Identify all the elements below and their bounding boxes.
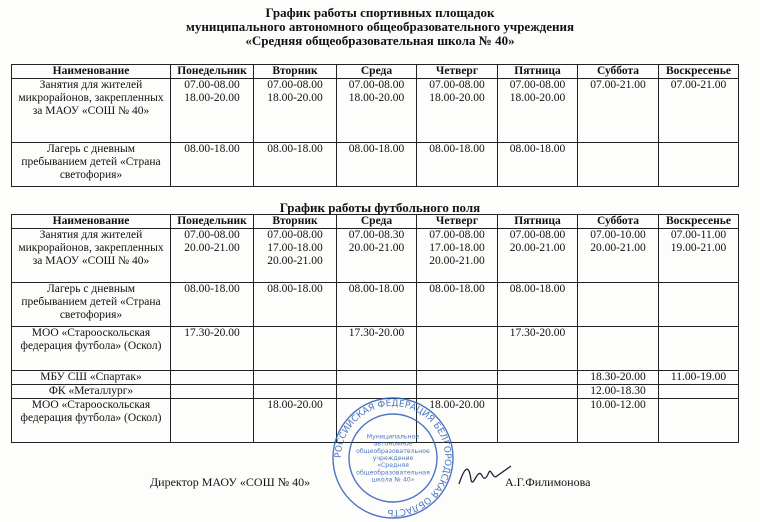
column-header: Четверг: [417, 65, 498, 79]
time-slot-cell: [659, 399, 739, 443]
time-slot-cell: 08.00-18.00: [171, 283, 254, 327]
seal-ring-text: РОССИЙСКАЯ ФЕДЕРАЦИЯ БЕЛГОРОДСКАЯ ОБЛАСТЬ: [333, 398, 453, 518]
activity-name-cell: МОО «Старооскольская федерация футбола» (Оскол): [12, 327, 171, 371]
time-slot-cell: [171, 371, 254, 385]
header-line-1: График работы спортивных площадок: [265, 5, 495, 20]
time-slot-cell: 07.00-21.00: [578, 79, 659, 143]
table-row: [12, 371, 739, 385]
table-header-row: [12, 65, 739, 79]
time-slot-cell: 07.00-08.00 17.00-18.00 20.00-21.00: [254, 229, 337, 283]
time-slot-cell: 08.00-18.00: [254, 283, 337, 327]
time-slot-cell: 07.00-08.00 18.00-20.00: [337, 79, 417, 143]
time-slot-cell: 08.00-18.00: [417, 143, 498, 187]
column-header: Среда: [337, 65, 417, 79]
activity-name-cell: МОО «Старооскольская федерация футбола» (Оскол): [12, 399, 171, 443]
activity-name-cell: МБУ СШ «Спартак»: [12, 371, 171, 385]
seal-center-line: автономное: [373, 440, 413, 448]
time-slot-cell: 07.00-10.00 20.00-21.00: [578, 229, 659, 283]
time-slot-cell: [578, 143, 659, 187]
time-slot-cell: 07.00-08.00 18.00-20.00: [171, 79, 254, 143]
seal-center-line: общеобразовательная: [356, 469, 430, 477]
seal-center-line: учреждение: [372, 455, 414, 462]
activity-name-cell: Лагерь с дневным пребыванием детей «Страна светофория»: [12, 143, 171, 187]
time-slot-cell: [254, 385, 337, 399]
time-slot-cell: 10.00-12.00: [578, 399, 659, 443]
document-header: [0, 6, 760, 48]
seal-center-line: «Средняя: [377, 462, 409, 470]
table-row: [12, 327, 739, 371]
activity-name-cell: Занятия для жителей микрорайонов, закрепленных за МАОУ «СОШ № 40»: [12, 79, 171, 143]
time-slot-cell: [498, 385, 578, 399]
time-slot-cell: 18.00-20.00: [254, 399, 337, 443]
time-slot-cell: 08.00-18.00: [417, 283, 498, 327]
time-slot-cell: [498, 399, 578, 443]
column-header: Понедельник: [171, 215, 254, 229]
table-header-row: [12, 215, 739, 229]
table-row: [12, 283, 739, 327]
time-slot-cell: [254, 327, 337, 371]
sports-grounds-schedule-table: [11, 64, 739, 187]
time-slot-cell: 08.00-18.00: [171, 143, 254, 187]
time-slot-cell: [659, 385, 739, 399]
table-row: [12, 79, 739, 143]
time-slot-cell: [659, 143, 739, 187]
time-slot-cell: 08.00-18.00: [254, 143, 337, 187]
column-header: Суббота: [578, 215, 659, 229]
activity-name-cell: ФК «Металлург»: [12, 385, 171, 399]
column-header: Пятница: [498, 65, 578, 79]
time-slot-cell: 07.00-08.00 18.00-20.00: [417, 79, 498, 143]
time-slot-cell: [254, 371, 337, 385]
time-slot-cell: 07.00-08.00 20.00-21.00: [498, 229, 578, 283]
time-slot-cell: [417, 371, 498, 385]
column-header: Вторник: [254, 65, 337, 79]
column-header: Пятница: [498, 215, 578, 229]
time-slot-cell: 12.00-18.30: [578, 385, 659, 399]
column-header: Воскресенье: [659, 65, 739, 79]
director-title: Директор МАОУ «СОШ № 40»: [150, 475, 311, 489]
time-slot-cell: 07.00-08.00 17.00-18.00 20.00-21.00: [417, 229, 498, 283]
time-slot-cell: 17.30-20.00: [498, 327, 578, 371]
table-row: [12, 143, 739, 187]
activity-name-cell: Лагерь с дневным пребыванием детей «Страна светофория»: [12, 283, 171, 327]
signer-name: А.Г.Филимонова: [505, 475, 591, 489]
time-slot-cell: [417, 327, 498, 371]
seal-center-line: общеобразовательное: [356, 447, 430, 455]
column-header: Суббота: [578, 65, 659, 79]
activity-name-cell: Занятия для жителей микрорайонов, закрепленных за МАОУ «СОШ № 40»: [12, 229, 171, 283]
time-slot-cell: [171, 399, 254, 443]
column-header: Наименование: [12, 65, 171, 79]
time-slot-cell: 07.00-08.00 18.00-20.00: [498, 79, 578, 143]
time-slot-cell: [659, 327, 739, 371]
time-slot-cell: 08.00-18.00: [337, 283, 417, 327]
column-header: Четверг: [417, 215, 498, 229]
table-row: [12, 229, 739, 283]
column-header: Понедельник: [171, 65, 254, 79]
time-slot-cell: 07.00-08.30 20.00-21.00: [337, 229, 417, 283]
time-slot-cell: 08.00-18.00: [498, 283, 578, 327]
time-slot-cell: 08.00-18.00: [337, 143, 417, 187]
time-slot-cell: 08.00-18.00: [498, 143, 578, 187]
time-slot-cell: 07.00-11.00 19.00-21.00: [659, 229, 739, 283]
time-slot-cell: 18.30-20.00: [578, 371, 659, 385]
seal-center-line: школа № 40»: [371, 476, 415, 484]
time-slot-cell: 17.30-20.00: [337, 327, 417, 371]
seal-center-line: Муниципальное: [366, 433, 420, 441]
column-header: Среда: [337, 215, 417, 229]
director-signature: [455, 460, 515, 490]
football-field-title: График работы футбольного поля: [279, 200, 481, 215]
time-slot-cell: [659, 283, 739, 327]
header-line-2: муниципального автономного общеобразовательного учреждения: [186, 19, 574, 34]
column-header: Воскресенье: [659, 215, 739, 229]
time-slot-cell: 11.00-19.00: [659, 371, 739, 385]
column-header: Наименование: [12, 215, 171, 229]
time-slot-cell: 17.30-20.00: [171, 327, 254, 371]
time-slot-cell: 07.00-21.00: [659, 79, 739, 143]
time-slot-cell: 18.00-20.00: [417, 399, 498, 443]
time-slot-cell: [578, 327, 659, 371]
column-header: Вторник: [254, 215, 337, 229]
time-slot-cell: [171, 385, 254, 399]
time-slot-cell: 07.00-08.00 20.00-21.00: [171, 229, 254, 283]
official-seal-stamp: [330, 395, 456, 521]
time-slot-cell: [578, 283, 659, 327]
time-slot-cell: [498, 371, 578, 385]
header-line-3: «Средняя общеобразовательная школа № 40»: [245, 33, 515, 48]
time-slot-cell: [337, 371, 417, 385]
time-slot-cell: 07.00-08.00 18.00-20.00: [254, 79, 337, 143]
